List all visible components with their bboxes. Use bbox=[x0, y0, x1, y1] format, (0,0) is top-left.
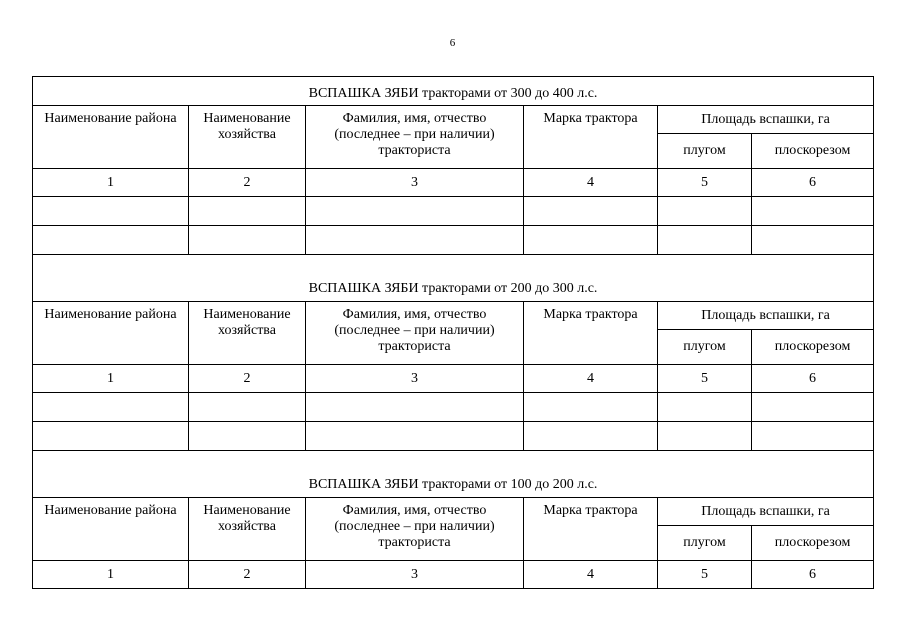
header-tractor-brand: Марка трактора bbox=[524, 498, 658, 561]
header-farm-name: Наименование хозяйства bbox=[189, 498, 306, 561]
header-driver-name: Фамилия, имя, отчество (последнее – при наличии) тракториста bbox=[306, 302, 524, 365]
column-number: 4 bbox=[524, 561, 658, 589]
header-district-name: Наименование района bbox=[33, 498, 189, 561]
column-number: 6 bbox=[752, 561, 874, 589]
table-cell[interactable] bbox=[524, 226, 658, 255]
table-cell[interactable] bbox=[524, 197, 658, 226]
column-number: 1 bbox=[33, 561, 189, 589]
table-row bbox=[33, 393, 874, 422]
table-cell[interactable] bbox=[189, 393, 306, 422]
header-driver-name: Фамилия, имя, отчество (последнее – при наличии) тракториста bbox=[306, 106, 524, 169]
table-cell[interactable] bbox=[189, 422, 306, 451]
header-plough: плугом bbox=[658, 134, 752, 169]
column-number: 2 bbox=[189, 365, 306, 393]
column-number: 3 bbox=[306, 365, 524, 393]
table-cell[interactable] bbox=[306, 422, 524, 451]
column-number-row bbox=[33, 365, 874, 393]
section-title-row bbox=[33, 451, 874, 498]
table-cell[interactable] bbox=[306, 393, 524, 422]
table-cell[interactable] bbox=[658, 422, 752, 451]
table-row bbox=[33, 422, 874, 451]
header-plough: плугом bbox=[658, 330, 752, 365]
table-cell[interactable] bbox=[33, 393, 189, 422]
column-number: 1 bbox=[33, 169, 189, 197]
table-cell[interactable] bbox=[752, 393, 874, 422]
header-tractor-brand: Марка трактора bbox=[524, 106, 658, 169]
column-number: 2 bbox=[189, 169, 306, 197]
header-flat-cutter: плоскорезом bbox=[752, 526, 874, 561]
table-cell[interactable] bbox=[658, 226, 752, 255]
table-cell[interactable] bbox=[33, 197, 189, 226]
table-cell[interactable] bbox=[752, 422, 874, 451]
page-number: 6 bbox=[449, 37, 456, 49]
column-number: 3 bbox=[306, 561, 524, 589]
column-number: 2 bbox=[189, 561, 306, 589]
header-row bbox=[33, 106, 874, 134]
table-cell[interactable] bbox=[189, 197, 306, 226]
header-tractor-brand: Марка трактора bbox=[524, 302, 658, 365]
table-cell[interactable] bbox=[33, 422, 189, 451]
column-number: 5 bbox=[658, 169, 752, 197]
table-cell[interactable] bbox=[658, 197, 752, 226]
header-flat-cutter: плоскорезом bbox=[752, 134, 874, 169]
table-cell[interactable] bbox=[306, 226, 524, 255]
table-row bbox=[33, 226, 874, 255]
column-number: 4 bbox=[524, 365, 658, 393]
table-cell[interactable] bbox=[33, 226, 189, 255]
section-title-row bbox=[33, 77, 874, 106]
column-number-row bbox=[33, 169, 874, 197]
column-number: 6 bbox=[752, 365, 874, 393]
table-cell[interactable] bbox=[752, 197, 874, 226]
header-farm-name: Наименование хозяйства bbox=[189, 302, 306, 365]
column-number: 1 bbox=[33, 365, 189, 393]
header-row bbox=[33, 498, 874, 526]
column-number: 6 bbox=[752, 169, 874, 197]
table-cell[interactable] bbox=[524, 393, 658, 422]
header-farm-name: Наименование хозяйства bbox=[189, 106, 306, 169]
column-number: 5 bbox=[658, 365, 752, 393]
table-cell[interactable] bbox=[306, 197, 524, 226]
header-driver-name: Фамилия, имя, отчество (последнее – при наличии) тракториста bbox=[306, 498, 524, 561]
column-number: 4 bbox=[524, 169, 658, 197]
header-flat-cutter: плоскорезом bbox=[752, 330, 874, 365]
table-cell[interactable] bbox=[752, 226, 874, 255]
header-plowing-area: Площадь вспашки, га bbox=[658, 106, 874, 134]
header-row bbox=[33, 302, 874, 330]
header-plowing-area: Площадь вспашки, га bbox=[658, 498, 874, 526]
section-title: ВСПАШКА ЗЯБИ тракторами от 200 до 300 л.с. bbox=[33, 255, 874, 302]
table-cell[interactable] bbox=[524, 422, 658, 451]
table-cell[interactable] bbox=[658, 393, 752, 422]
section-title-row bbox=[33, 255, 874, 302]
column-number-row bbox=[33, 561, 874, 589]
header-plough: плугом bbox=[658, 526, 752, 561]
section-title: ВСПАШКА ЗЯБИ тракторами от 300 до 400 л.с. bbox=[33, 77, 874, 106]
table-row bbox=[33, 197, 874, 226]
section-title: ВСПАШКА ЗЯБИ тракторами от 100 до 200 л.с. bbox=[33, 451, 874, 498]
header-plowing-area: Площадь вспашки, га bbox=[658, 302, 874, 330]
column-number: 3 bbox=[306, 169, 524, 197]
header-district-name: Наименование района bbox=[33, 302, 189, 365]
table-cell[interactable] bbox=[189, 226, 306, 255]
header-district-name: Наименование района bbox=[33, 106, 189, 169]
column-number: 5 bbox=[658, 561, 752, 589]
report-form-table bbox=[32, 76, 874, 589]
